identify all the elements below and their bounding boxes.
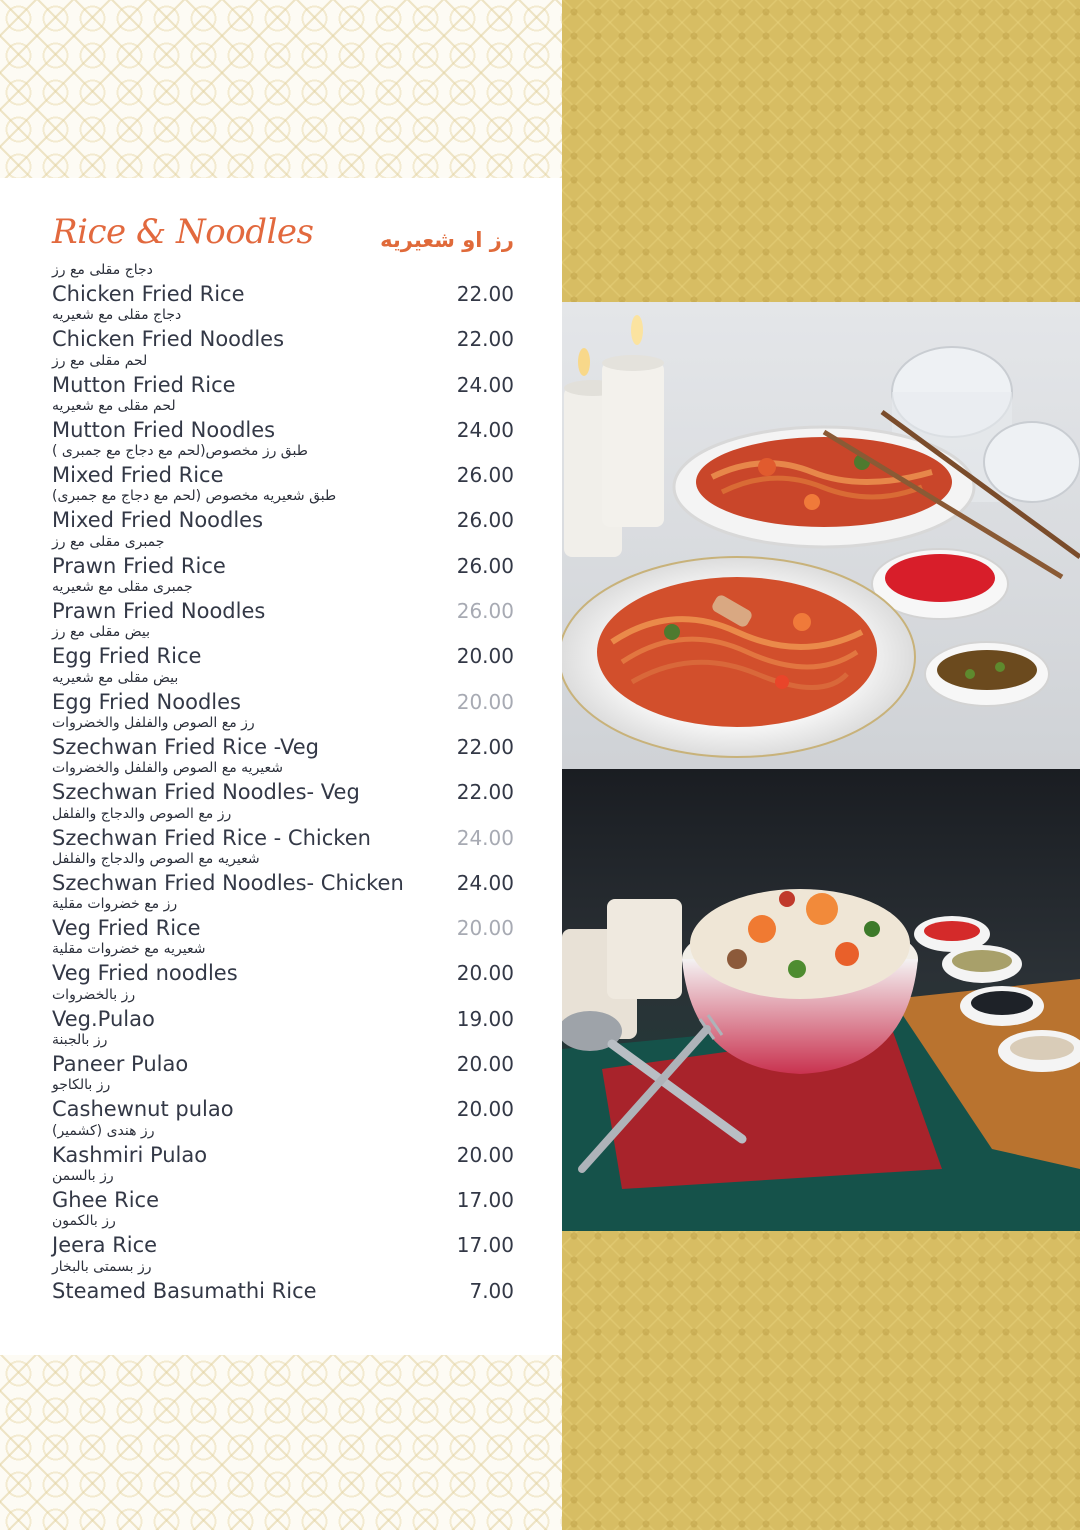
menu-item-price: 24.00: [456, 825, 514, 850]
menu-item: [52, 939, 514, 984]
menu-item-arabic-name: بيض مقلى مع رز: [52, 624, 150, 641]
section-title-english: Rice & Noodles: [52, 212, 314, 252]
menu-item: [52, 849, 514, 894]
menu-item-price: 26.00: [456, 463, 514, 488]
menu-item: [52, 351, 514, 396]
menu-item-price: 20.00: [456, 644, 514, 669]
menu-item-price: 19.00: [456, 1006, 514, 1031]
menu-item-english-name: Kashmiri Pulao: [52, 1142, 208, 1167]
menu-item-arabic-name: رز بسمتى بالبخار: [52, 1258, 152, 1275]
menu-item-arabic-name: رز هندى (كشمير): [52, 1122, 155, 1139]
menu-item: [52, 1257, 514, 1302]
menu-item-english-name: Mixed Fried Noodles: [52, 508, 264, 533]
menu-item-price: 26.00: [456, 553, 514, 578]
menu-item-english-name: Veg Fried Rice: [52, 916, 201, 941]
menu-item-list: [52, 260, 514, 1302]
menu-item-english-name: Veg Fried noodles: [52, 961, 238, 986]
menu-item: [52, 758, 514, 803]
section-title-arabic: رز او شعيريه: [380, 228, 514, 252]
menu-item-arabic-name: رز بالخضروات: [52, 986, 136, 1003]
menu-item-english-name: Veg.Pulao: [52, 1006, 155, 1031]
menu-item-english-name: Chicken Fried Noodles: [52, 327, 285, 352]
menu-item-price: 20.00: [456, 1097, 514, 1122]
pulao-photo: [562, 769, 1080, 1231]
menu-item-arabic-name: جمبرى مقلى مع رز: [52, 533, 165, 550]
menu-item-arabic-name: رز بالجبنة: [52, 1032, 108, 1049]
menu-item-price: 17.00: [456, 1187, 514, 1212]
menu-item-arabic-name: رز بالسمن: [52, 1167, 114, 1184]
menu-item-price: 20.00: [456, 1142, 514, 1167]
menu-item-english-name: Egg Fried Noodles: [52, 689, 241, 714]
menu-item-price: 20.00: [456, 689, 514, 714]
menu-item: [52, 305, 514, 350]
menu-item-price: 24.00: [456, 372, 514, 397]
menu-item-arabic-name: بيض مقلى مع شعيريه: [52, 669, 179, 686]
menu-item-arabic-name: رز مع خضروات مقلية: [52, 896, 178, 913]
menu-item-english-name: Mutton Fried Noodles: [52, 417, 276, 442]
menu-item-english-name: Chicken Fried Rice: [52, 282, 245, 306]
menu-item: [52, 1211, 514, 1256]
menu-item-english-name: Paneer Pulao: [52, 1052, 189, 1077]
noodles-photo: [562, 302, 1080, 769]
menu-item-price: 20.00: [456, 961, 514, 986]
menu-item-english-name: Egg Fried Rice: [52, 644, 202, 669]
menu-item-arabic-name: جمبرى مقلى مع شعيريه: [52, 579, 193, 596]
menu-item: [52, 441, 514, 486]
menu-item-english-name: Szechwan Fried Rice - Chicken: [52, 825, 371, 850]
menu-item: [52, 1075, 514, 1120]
menu-item: [52, 577, 514, 622]
menu-item: [52, 622, 514, 667]
menu-item-arabic-name: رز بالكمون: [52, 1213, 116, 1230]
menu-item-arabic-name: رز مع الصوص والفلفل والخضروات: [52, 714, 255, 731]
menu-item-english-name: Szechwan Fried Noodles- Veg: [52, 780, 360, 805]
menu-item: [52, 260, 514, 305]
menu-item-price: 22.00: [456, 780, 514, 805]
menu-item-english-name: Cashewnut pulao: [52, 1097, 234, 1122]
menu-item: [52, 985, 514, 1030]
menu-item: [52, 396, 514, 441]
menu-item-arabic-name: شعيريه مع الصوص والدجاج والفلفل: [52, 850, 260, 867]
menu-item: [52, 1030, 514, 1075]
menu-item-arabic-name: طبق رز مخصوص(لحم مع دجاج مع جمبرى ): [52, 443, 308, 460]
menu-item-english-name: Mutton Fried Rice: [52, 372, 236, 397]
menu-item-price: 7.00: [469, 1278, 514, 1303]
menu-item-english-name: Prawn Fried Noodles: [52, 599, 266, 624]
menu-item-english-name: Jeera Rice: [52, 1233, 158, 1258]
decorative-lattice-top: [0, 0, 562, 178]
menu-item-english-name: Szechwan Fried Noodles- Chicken: [52, 870, 404, 895]
menu-item-english-name: Ghee Rice: [52, 1187, 159, 1212]
menu-item-arabic-name: لحم مقلى مع رز: [52, 352, 148, 369]
menu-item-arabic-name: رز مع الصوص والدجاج والفلفل: [52, 805, 232, 822]
menu-item-price: 24.00: [456, 417, 514, 442]
decorative-lattice-bottom: [0, 1355, 562, 1530]
menu-item-price: 20.00: [456, 916, 514, 941]
menu-item-english-name: Prawn Fried Rice: [52, 553, 226, 578]
menu-item-price: 22.00: [456, 282, 514, 306]
menu-item-english-name: Mixed Fried Rice: [52, 463, 224, 488]
menu-item-arabic-name: شعيريه مع خضروات مقلية: [52, 941, 206, 958]
menu-item: [52, 713, 514, 758]
menu-item-english-name: Szechwan Fried Rice -Veg: [52, 734, 320, 759]
menu-item-english-name: Steamed Basumathi Rice: [52, 1278, 317, 1303]
menu-item-price: 22.00: [456, 327, 514, 352]
menu-item: [52, 486, 514, 531]
menu-item-arabic-name: طبق شعيريه مخصوص (لحم مع دجاج مع جمبرى): [52, 488, 337, 505]
menu-item: [52, 804, 514, 849]
menu-item-price: 20.00: [456, 1052, 514, 1077]
menu-item-arabic-name: دجاج مقلى مع شعيريه: [52, 307, 182, 324]
menu-item-price: 22.00: [456, 734, 514, 759]
menu-item-price: 26.00: [456, 599, 514, 624]
menu-item: [52, 668, 514, 713]
menu-item: [52, 1166, 514, 1211]
menu-item-arabic-name: رز بالكاجو: [52, 1077, 111, 1094]
menu-item-price: 24.00: [456, 870, 514, 895]
menu-item-price: 17.00: [456, 1233, 514, 1258]
menu-item: [52, 532, 514, 577]
menu-item-price: 26.00: [456, 508, 514, 533]
menu-item: [52, 1121, 514, 1166]
menu-item-arabic-name: شعيريه مع الصوص والفلفل والخضروات: [52, 760, 284, 777]
menu-item-arabic-name: لحم مقلى مع شعيريه: [52, 397, 176, 414]
menu-item-arabic-name: دجاج مقلى مع رز: [52, 262, 153, 278]
menu-item: [52, 894, 514, 939]
